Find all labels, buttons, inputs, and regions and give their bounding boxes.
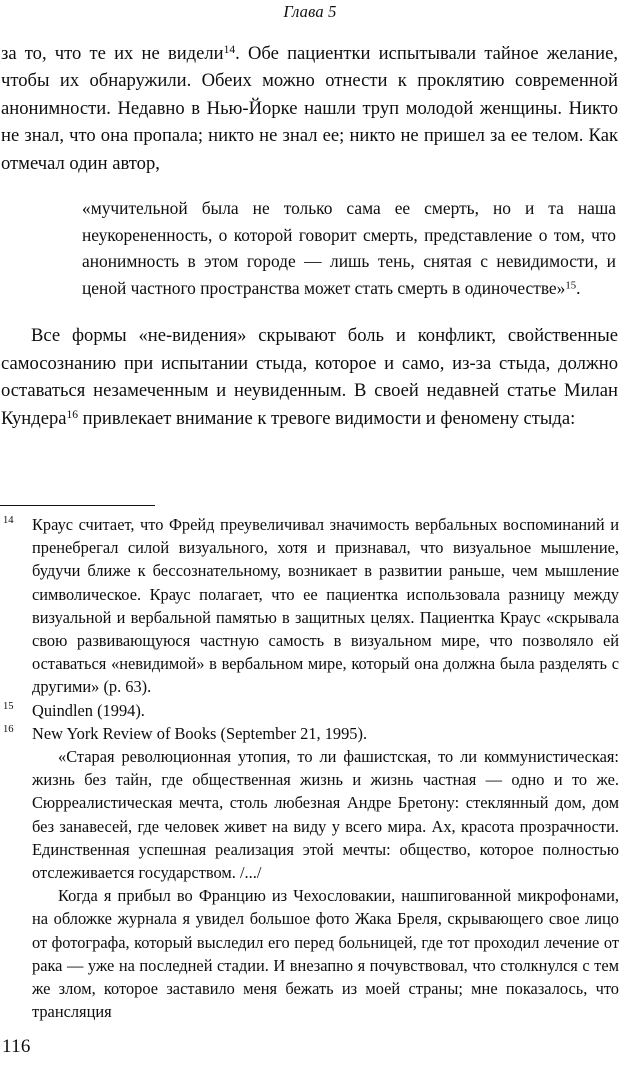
footnote-marker-16[interactable]: 16 bbox=[66, 408, 79, 421]
footnote-16-body bbox=[32, 722, 619, 1024]
body-text-block bbox=[1, 40, 618, 432]
footnote-16 bbox=[1, 722, 619, 1024]
footnote-14-body bbox=[32, 513, 619, 699]
paragraph-shame-text-b: привлекает внимание к тревоге видимости и феномену стыда: bbox=[78, 407, 576, 429]
footnote-15-paragraph-1: Quindlen (1994). bbox=[32, 700, 145, 720]
blockquote-text-b: . bbox=[576, 277, 581, 298]
paragraph-shame bbox=[1, 322, 618, 432]
footnote-16-paragraph-2: «Старая революционная утопия, то ли фашистская, то ли коммунистическая: жизнь без тайн, где общественная жизнь и жизнь частная — одно и то же. Сюрреалистическая мечта, столь любезная Андре Бретону: стеклянный дом, дом без занавесей, где человек живет на виду у всего мира. Ах, красота прозрачности. Единственная успешная реализация этой мечты: общество, которое полностью отслеживается государством. /.../ bbox=[32, 747, 619, 883]
footnote-16-number: 16 bbox=[3, 723, 14, 735]
footnote-separator-rule bbox=[0, 505, 155, 506]
spacer bbox=[1, 301, 618, 322]
footnote-15 bbox=[1, 699, 619, 722]
footnote-marker-14[interactable]: 14 bbox=[223, 44, 236, 57]
footnote-15-number: 15 bbox=[3, 700, 14, 712]
footnote-marker-15[interactable]: 15 bbox=[565, 279, 577, 292]
paragraph-shame-text-a: Все формы «не-видения» скрывают боль и конфликт, свойственные самосознанию при испытании стыда, которое и само, из-за стыда, должно оставаться незамеченным и неувиденным. В своей недавней статье Милан Кундера bbox=[1, 325, 618, 429]
footnote-14-number: 14 bbox=[3, 515, 14, 526]
footnote-15-body bbox=[32, 699, 619, 722]
footnote-area bbox=[1, 513, 619, 1023]
page-number: 116 bbox=[2, 1036, 31, 1057]
paragraph-continuation bbox=[1, 40, 618, 177]
footnote-16-paragraph-3: Когда я прибыл во Францию из Чехословакии, нашпигованной микрофонами, на обложке журнала я увидел большое фото Жака Бреля, скрывающего свое лицо от фотографа, который выследил его перед больницей, где тот проходил лечение от рака — уже на последней стадии. И внезапно я почувствовал, что столкнулся с тем же злом, которое заставило меня бежать из моей страны; мне показалось, что трансляция bbox=[32, 886, 619, 1022]
footnote-14 bbox=[1, 513, 619, 699]
blockquote-paragraph bbox=[82, 195, 616, 301]
footnote-16-paragraph-1: New York Review of Books (September 21, 1995). bbox=[32, 723, 368, 743]
paragraph-continuation-text-b: . Обе пациентки испытывали тайное желание, чтобы их обнаружили. Обеих можно отнести к проклятию современной анонимности. Недавно в Нью-Йорке нашли труп молодой женщины. Никто не знал, что она пропала; никто не знал ее; никто не пришел за ее телом. Как отмечал один автор, bbox=[1, 43, 618, 174]
footnote-14-paragraph-1: Краус считает, что Фрейд преувеличивал значимость вербальных воспоминаний и пренебрегал силой визуального, хотя и признавал, что визуальное мышление, будучи ближе к бессознательному, возникает в развитии раньше, чем мышление символическое. Краус полагает, что ее пациентка использовала разницу между визуальной и вербальной памятью в защитных целях. Пациентка Краус «скрывала свою развивающуюся частную самость в визуальном мире, что позволяло ей оставаться «невидимой» в вербальном мире, который она должна была разделять с другими» (p. 63). bbox=[32, 515, 619, 697]
paragraph-continuation-text-a: за то, что те их не видели bbox=[1, 43, 224, 64]
running-head: Глава 5 bbox=[283, 2, 337, 21]
blockquote-text-a: «мучительной была не только сама ее смерть, но и та наша неукорененность, о которой говорит смерть, представление о том, что анонимность в этом городе — лишь тень, снятая с невидимости, и ценой частного пространства может стать смерть в одиночестве» bbox=[82, 198, 616, 298]
blockquote-quindlen bbox=[1, 195, 618, 301]
